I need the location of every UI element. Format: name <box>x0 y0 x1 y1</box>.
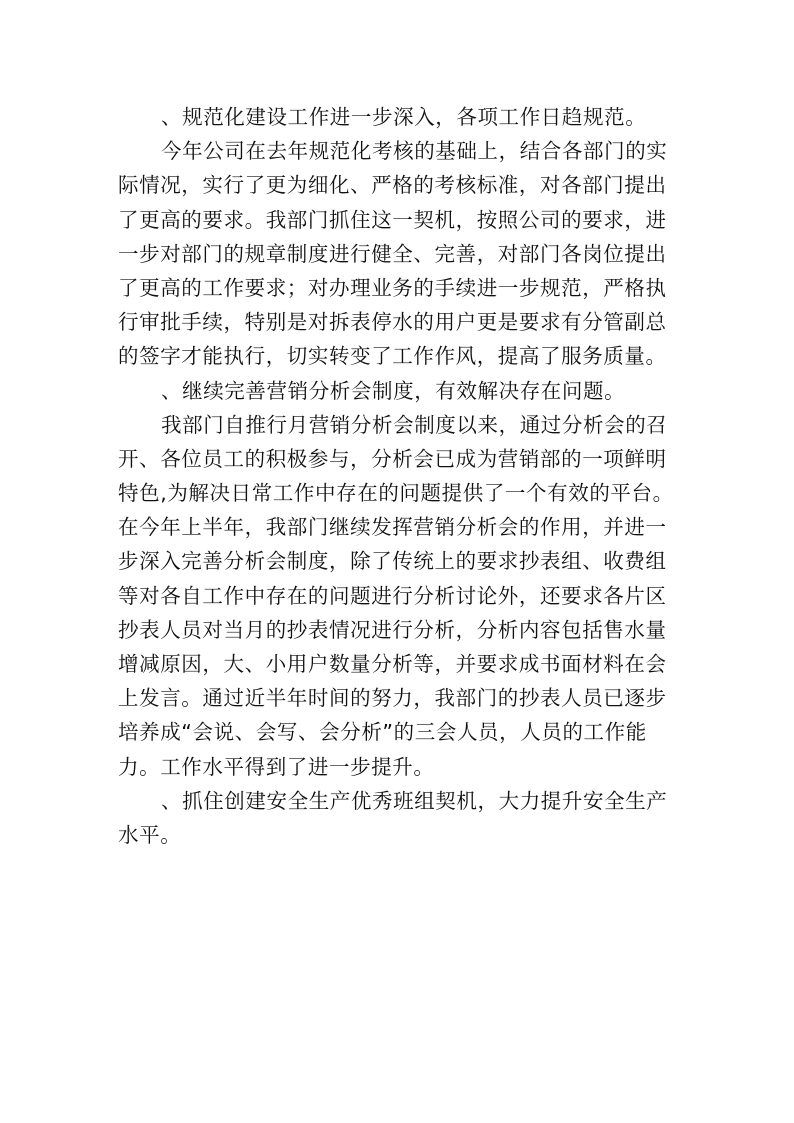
text-line: 、继续完善营销分析会制度，有效解决存在问题。 <box>161 378 626 403</box>
text-line: 、抓住创建安全生产优秀班组契机，大力提升安全生产 <box>161 788 668 813</box>
text-line: 开、各位员工的积极参与，分析会已成为营销部的一项鲜明 <box>118 446 667 471</box>
text-line: 际情况，实行了更为细化、严格的考核标准，对各部门提出 <box>118 173 667 198</box>
text-line: 我部门自推行月营销分析会制度以来，通过分析会的召 <box>161 412 668 437</box>
text-line: 了更高的要求。我部门抓住这一契机，按照公司的要求，进 <box>118 207 667 232</box>
text-line: 等对各自工作中存在的问题进行分析讨论外，还要求各片区 <box>118 583 667 608</box>
text-line: 特色,为解决日常工作中存在的问题提供了一个有效的平台。 <box>118 481 674 506</box>
text-line: 水平。 <box>118 822 182 847</box>
text-line: 力。工作水平得到了进一步提升。 <box>118 754 435 779</box>
text-line: 抄表人员对当月的抄表情况进行分析，分析内容包括售水量 <box>118 617 667 642</box>
text-line: 今年公司在去年规范化考核的基础上，结合各部门的实 <box>161 139 668 164</box>
text-line: 上发言。通过近半年时间的努力，我部门的抄表人员已逐步 <box>118 686 667 711</box>
text-line: 了更高的工作要求；对办理业务的手续进一步规范，严格执 <box>118 275 667 300</box>
text-line: 的签字才能执行，切实转变了工作作风，提高了服务质量。 <box>118 344 667 369</box>
text-line: 培养成“会说、会写、会分析”的三会人员，人员的工作能 <box>118 720 647 745</box>
text-line: 、规范化建设工作进一步深入，各项工作日趋规范。 <box>161 105 647 129</box>
text-line: 行审批手续，特别是对拆表停水的用户更是要求有分管副总 <box>118 310 667 335</box>
document-body <box>118 100 683 852</box>
text-line: 在今年上半年，我部门继续发挥营销分析会的作用，并进一 <box>118 515 667 540</box>
text-line: 步深入完善分析会制度，除了传统上的要求抄表组、收费组 <box>118 549 667 574</box>
text-line: 一步对部门的规章制度进行健全、完善，对部门各岗位提出 <box>118 241 667 266</box>
text-line: 增减原因，大、小用户数量分析等，并要求成书面材料在会 <box>118 652 667 676</box>
